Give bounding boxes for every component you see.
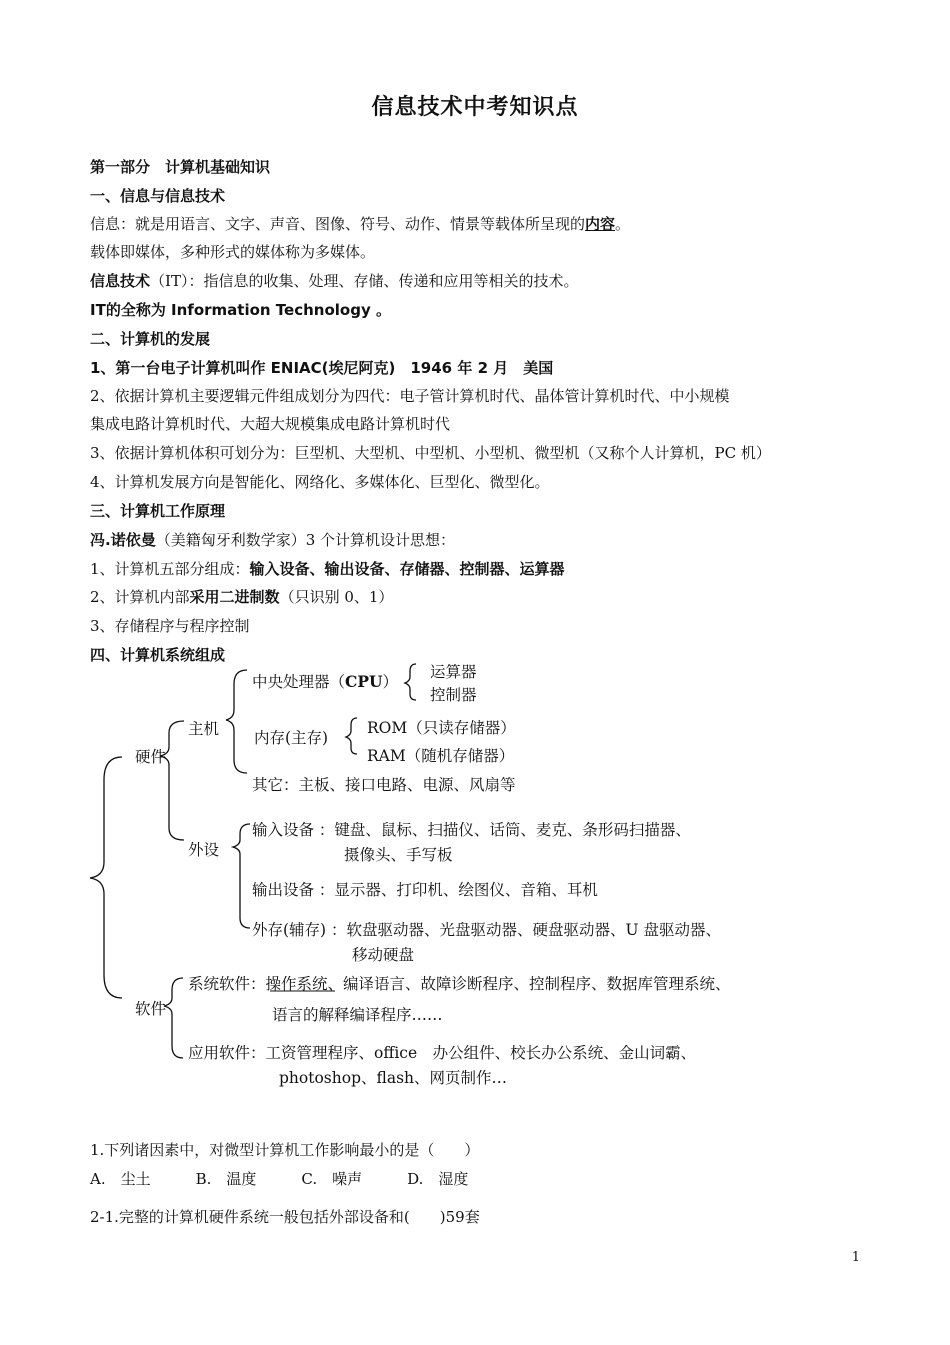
question2-stem: 2-1.完整的计算机硬件系统一般包括外部设备和( )59套 (90, 1208, 480, 1226)
section1-heading: 一、信息与信息技术 (90, 187, 226, 205)
info-end: 。 (615, 215, 631, 233)
sys-key: 操作系统 (265, 975, 328, 993)
s2-line2a: 2、依据计算机主要逻辑元件组成划分为四代：电子管计算机时代、晶体管计算机时代、中小规模 (90, 387, 730, 405)
label-memory: 内存(主存) (254, 729, 329, 747)
cpu-post: ） (382, 673, 399, 691)
it-fullname: IT的全称为 Information Technology 。 (90, 301, 391, 319)
label-software: 软件 (135, 1000, 167, 1018)
cpu-pre: 中央处理器（ (252, 673, 346, 691)
label-other: 其它：主板、接口电路、电源、风扇等 (252, 776, 516, 794)
it-rest: （IT）：指信息的收集、处理、存储、传递和应用等相关的技术。 (150, 272, 579, 290)
s3-l1-pre: 1、计算机五部分组成： (90, 560, 250, 578)
s2-line2b: 集成电路计算机时代、大超大规模集成电路计算机时代 (90, 415, 451, 433)
brace-mem (346, 718, 357, 754)
page-number: 1 (851, 1250, 860, 1265)
brace-hardware (160, 721, 184, 840)
label-hardware: 硬件 (135, 748, 167, 766)
label-system-software (188, 972, 731, 994)
vn-key: 冯.诺依曼 (90, 531, 156, 549)
label-input-b: 摄像头、手写板 (344, 846, 453, 864)
s3-l2-pre: 2、计算机内部 (90, 588, 190, 606)
label-external-b: 移动硬盘 (352, 946, 415, 964)
brace-host (226, 670, 247, 773)
label-external-a: 外存(辅存) ：软盘驱动器、光盘驱动器、硬盘驱动器、U 盘驱动器、 (252, 921, 722, 939)
brace-periph (233, 824, 250, 928)
cpu-key: CPU (345, 672, 383, 691)
part-heading: 第一部分 计算机基础知识 (90, 158, 271, 176)
label-alu: 运算器 (430, 663, 477, 681)
question1-options: A. 尘土 B. 温度 C. 噪声 D. 湿度 (90, 1170, 469, 1188)
page-title: 信息技术中考知识点 (371, 95, 579, 120)
s2-line1: 1、第一台电子计算机叫作 ENIAC(埃尼阿克) 1946 年 2 月 美国 (90, 359, 554, 377)
section3-heading: 三、计算机工作原理 (90, 502, 226, 520)
label-peripheral: 外设 (188, 841, 220, 859)
s3-l2-key: 采用二进制数 (189, 588, 280, 606)
label-rom: ROM（只读存储器） (367, 719, 516, 737)
s3-l2-post: （只识别 0、1） (279, 588, 394, 606)
label-controller: 控制器 (430, 686, 477, 704)
info-key: 内容 (585, 215, 616, 233)
s3-l1-key: 输入设备、输出设备、存储器、控制器、运算器 (249, 560, 565, 578)
section4-heading: 四、计算机系统组成 (90, 646, 226, 664)
info-text: 信息：就是用语言、文字、声音、图像、符号、动作、情景等载体所呈现的 (90, 215, 586, 233)
it-key: 信息技术 (90, 272, 151, 290)
label-host: 主机 (188, 720, 220, 738)
section2-heading: 二、计算机的发展 (90, 330, 211, 348)
brace-software (164, 978, 183, 1058)
media-definition: 载体即媒体，多种形式的媒体称为多媒体。 (90, 243, 376, 261)
label-ram: RAM（随机存储器） (367, 747, 515, 765)
s2-line4: 4、计算机发展方向是智能化、网络化、多媒体化、巨型化、微型化。 (90, 473, 550, 491)
vn-rest: （美籍匈牙利数学家）3 个计算机设计思想： (155, 531, 456, 549)
brace-cpu (405, 664, 416, 700)
label-output: 输出设备 ：显示器、打印机、绘图仪、音箱、耳机 (252, 881, 598, 899)
label-app-software-b: photoshop、flash、网页制作… (279, 1069, 508, 1087)
label-input-a: 输入设备 ：键盘、鼠标、扫描仪、话筒、麦克、条形码扫描器、 (252, 821, 691, 839)
sys-rest: 、编译语言、故障诊断程序、控制程序、数据库管理系统、 (327, 975, 731, 993)
brace-top-level (90, 757, 122, 998)
label-system-software-b: 语言的解释编译程序…… (272, 1006, 443, 1024)
s3-line3: 3、存储程序与程序控制 (90, 617, 250, 635)
sys-pre: 系统软件： (188, 975, 266, 993)
label-cpu (252, 670, 398, 692)
label-app-software: 应用软件：工资管理程序、office 办公组件、校长办公系统、金山词霸、 (188, 1044, 697, 1062)
s2-line3: 3、依据计算机体积可划分为：巨型机、大型机、中型机、小型机、微型机（又称个人计算机，PC 机） (90, 444, 771, 462)
question1-stem: 1.下列诸因素中，对微型计算机工作影响最小的是（ ） (90, 1141, 480, 1159)
